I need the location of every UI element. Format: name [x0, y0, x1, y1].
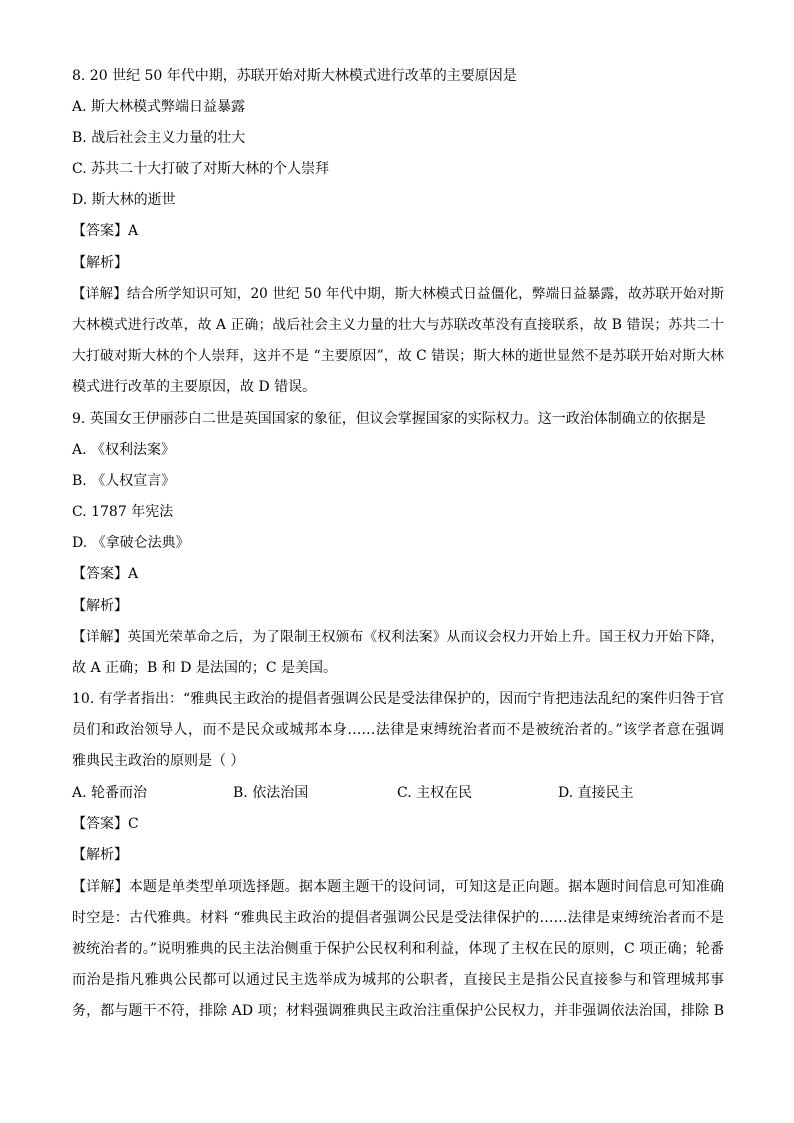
question-10-stem-line: 员们和政治领导人，而不是民众或城邦本身……法律是束缚统治者而不是被统治者的。”该学者意在强调	[72, 722, 724, 738]
question-8-option-b: B. 战后社会主义力量的壮大	[72, 130, 246, 146]
question-10-stem-line: 10. 有学者指出：“雅典民主政治的提倡者强调公民是受法律保护的，因而宁肯把违法乱纪的案件归咎于官	[72, 691, 724, 707]
question-8-option-c: C. 苏共二十大打破了对斯大林的个人崇拜	[72, 161, 330, 177]
question-9-stem: 9. 英国女王伊丽莎白二世是英国国家的象征，但议会掌握国家的实际权力。这一政治体制确立的依据是	[72, 411, 706, 427]
question-9-detail-line: 故 A 正确；B 和 D 是法国的；C 是美国。	[72, 660, 338, 676]
question-9-option-a: A. 《权利法案》	[72, 442, 176, 458]
question-9-option-b: B. 《人权宣言》	[72, 473, 176, 489]
question-8-analysis-label: 【解析】	[72, 255, 128, 271]
question-9-option-c: C. 1787 年宪法	[72, 504, 174, 520]
question-10-option-d: D. 直接民主	[558, 785, 634, 801]
question-10-detail-line: 时空是：古代雅典。材料 “雅典民主政治的提倡者强调公民是受法律保护的……法律是束缚统治者而不是	[72, 910, 724, 926]
question-10-detail-line: 被统治者的。”说明雅典的民主法治侧重于保护公民权利和利益，体现了主权在民的原则，C 项正确；轮番	[72, 941, 724, 957]
question-10-option-b: B. 依法治国	[233, 785, 309, 801]
question-8-detail-line: 【详解】结合所学知识可知，20 世纪 50 年代中期，斯大林模式日益僵化，弊端日益暴露，故苏联开始对斯	[72, 286, 724, 302]
question-8-detail-line: 模式进行改革的主要原因，故 D 错误。	[72, 379, 317, 395]
question-8-detail-line: 大打破对斯大林的个人崇拜，这并不是 “主要原因”，故 C 错误；斯大林的逝世显然不是苏联开始对斯大林	[72, 348, 724, 364]
question-8-answer: 【答案】A	[72, 223, 139, 239]
question-8-option-a: A. 斯大林模式弊端日益暴露	[72, 99, 246, 115]
question-9-detail-line: 【详解】英国光荣革命之后，为了限制王权颁布《权利法案》从而议会权力开始上升。国王权力开始下降，	[72, 629, 724, 645]
question-10-detail-line: 而治是指凡雅典公民都可以通过民主选举成为城邦的公职者，直接民主是指公民直接参与和管理城邦事	[72, 972, 724, 988]
question-10-answer: 【答案】C	[72, 816, 139, 832]
question-10-stem-line: 雅典民主政治的原则是（ ）	[72, 753, 245, 769]
question-10-options-row	[72, 783, 724, 803]
question-10-option-c: C. 主权在民	[397, 785, 473, 801]
question-10-option-a: A. 轮番而治	[72, 785, 148, 801]
question-9-option-d: D. 《拿破仑法典》	[72, 535, 190, 551]
question-8-detail-line: 大林模式进行改革，故 A 正确；战后社会主义力量的壮大与苏联改革没有直接联系，故 B 错误；苏共二十	[72, 317, 724, 333]
question-8-option-d: D. 斯大林的逝世	[72, 192, 176, 208]
question-10-detail-line: 【详解】本题是单类型单项选择题。据本题主题干的设问词，可知这是正向题。据本题时间信息可知准确	[72, 879, 724, 895]
question-9-answer: 【答案】A	[72, 566, 139, 582]
question-9-analysis-label: 【解析】	[72, 598, 128, 614]
question-10-detail-line: 务，都与题干不符，排除 AD 项；材料强调雅典民主政治注重保护公民权力，并非强调依法治国，排除 B	[72, 1003, 724, 1019]
question-8-stem: 8. 20 世纪 50 年代中期，苏联开始对斯大林模式进行改革的主要原因是	[72, 68, 517, 84]
question-10-analysis-label: 【解析】	[72, 847, 128, 863]
